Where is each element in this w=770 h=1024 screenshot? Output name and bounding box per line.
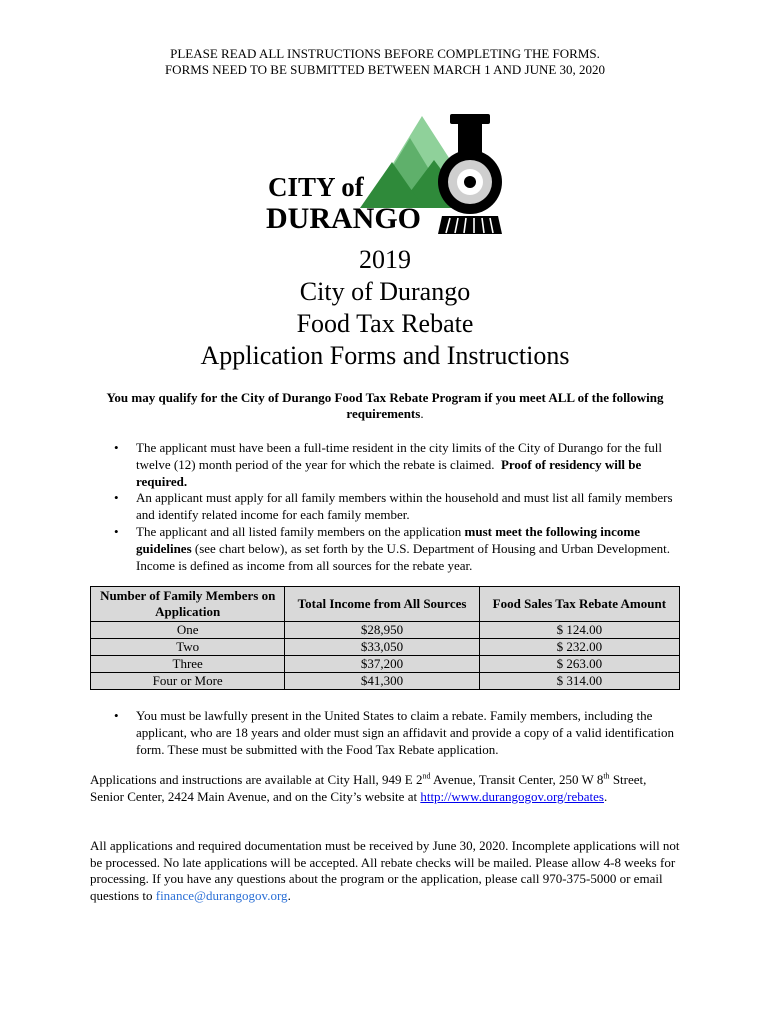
title-city: City of Durango xyxy=(299,277,471,306)
cell-rebate-amount: $ 124.00 xyxy=(479,622,679,639)
cell-family-members: Two xyxy=(91,639,285,656)
requirement-residency xyxy=(112,440,677,490)
durango-train-logo-icon xyxy=(264,108,504,240)
requirement-household-text: An applicant must apply for all family members within the household and must list all family members and identify related income for each family member. xyxy=(136,490,673,523)
cell-total-income: $41,300 xyxy=(285,673,479,690)
intro-period: . xyxy=(420,406,424,421)
lawful-presence-text: You must be lawfully present in the United States to claim a rebate. Family members, including the applicant, who are 18 years and older must sign an affidavit and provide a copy of a valid identification form. These must be submitted with the Food Tax Rebate application. xyxy=(136,708,675,757)
city-logo xyxy=(264,108,504,240)
logo-text-durango: DURANGO xyxy=(266,202,421,235)
table-header-row xyxy=(91,587,680,622)
deadline-end: . xyxy=(287,887,291,903)
finance-email-link[interactable]: finance@durangogov.org xyxy=(155,887,288,903)
availability-sup-b: th xyxy=(603,771,610,781)
logo-text-city: CITY of xyxy=(268,172,364,202)
table-row xyxy=(91,639,680,656)
notice-line-1: PLEASE READ ALL INSTRUCTIONS BEFORE COMPLETING THE FORMS. xyxy=(170,46,600,61)
requirement-lawful-presence xyxy=(112,708,677,758)
cell-rebate-amount: $ 314.00 xyxy=(479,673,679,690)
lawful-presence-list xyxy=(112,708,677,758)
requirement-residency-text: The applicant must have been a full-time resident in the city limits of the City of Durango for the full twelve (12) month period of the year for which the rebate is claimed. xyxy=(136,440,662,472)
availability-sup-a: nd xyxy=(422,771,431,781)
availability-text-a: Applications and instructions are available at City Hall, 949 E 2 xyxy=(90,772,423,787)
header-rebate-amount: Food Sales Tax Rebate Amount xyxy=(479,587,679,622)
header-family-members: Number of Family Members on Application xyxy=(91,587,285,622)
deadline-text: All applications and required documentation must be received by June 30, 2020. Incomplete applications will not be processed. No late applications will be accepted. All rebate checks will be mailed. Please allow 4-8 weeks for processing. If you have any questions about the program or the application, please call 970-375-5000 or email questions to xyxy=(90,838,680,903)
requirement-residency-bold: Proof of residency will be required. xyxy=(136,456,642,489)
requirement-income-text-a: The applicant and all listed family members on the application xyxy=(136,523,465,539)
availability-end: . xyxy=(603,788,608,804)
notice-line-2: FORMS NEED TO BE SUBMITTED BETWEEN MARCH 1 AND JUNE 30, 2020 xyxy=(164,62,606,77)
requirements-list xyxy=(112,440,677,574)
cell-family-members: Four or More xyxy=(91,673,285,690)
requirement-household xyxy=(112,490,677,524)
requirement-income xyxy=(112,524,677,574)
title-subtitle: Application Forms and Instructions xyxy=(200,341,570,370)
cell-total-income: $33,050 xyxy=(285,639,479,656)
table-row xyxy=(91,622,680,639)
rebates-website-link[interactable]: http://www.durangogov.org/rebates xyxy=(420,788,604,804)
deadline-paragraph xyxy=(90,838,680,904)
intro-text: You may qualify for the City of Durango Food Tax Rebate Program if you meet ALL of the following requirements xyxy=(106,390,664,421)
cell-total-income: $28,950 xyxy=(285,622,479,639)
availability-text-c: Street, Senior Center, 2424 Main Avenue, and on the City’s website at xyxy=(90,772,647,804)
header-total-income: Total Income from All Sources xyxy=(285,587,479,622)
income-guidelines-table xyxy=(90,586,680,690)
qualification-intro xyxy=(100,390,670,422)
cell-family-members: Three xyxy=(91,656,285,673)
cell-rebate-amount: $ 263.00 xyxy=(479,656,679,673)
requirement-income-bold: must meet the following income guidelines xyxy=(136,523,640,556)
title-year: 2019 xyxy=(359,245,411,274)
cell-total-income: $37,200 xyxy=(285,656,479,673)
cell-rebate-amount: $ 232.00 xyxy=(479,639,679,656)
table-row xyxy=(91,656,680,673)
availability-text-b: Avenue, Transit Center, 250 W 8 xyxy=(430,772,604,787)
title-program: Food Tax Rebate xyxy=(296,309,474,338)
cell-family-members: One xyxy=(91,622,285,639)
requirement-income-text-b: (see chart below), as set forth by the U.S. Department of Housing and Urban Development. Income is defined as income from all sources for the rebate year. xyxy=(136,540,670,573)
availability-paragraph xyxy=(90,772,680,805)
instructions-notice xyxy=(0,46,770,78)
table-row xyxy=(91,673,680,690)
